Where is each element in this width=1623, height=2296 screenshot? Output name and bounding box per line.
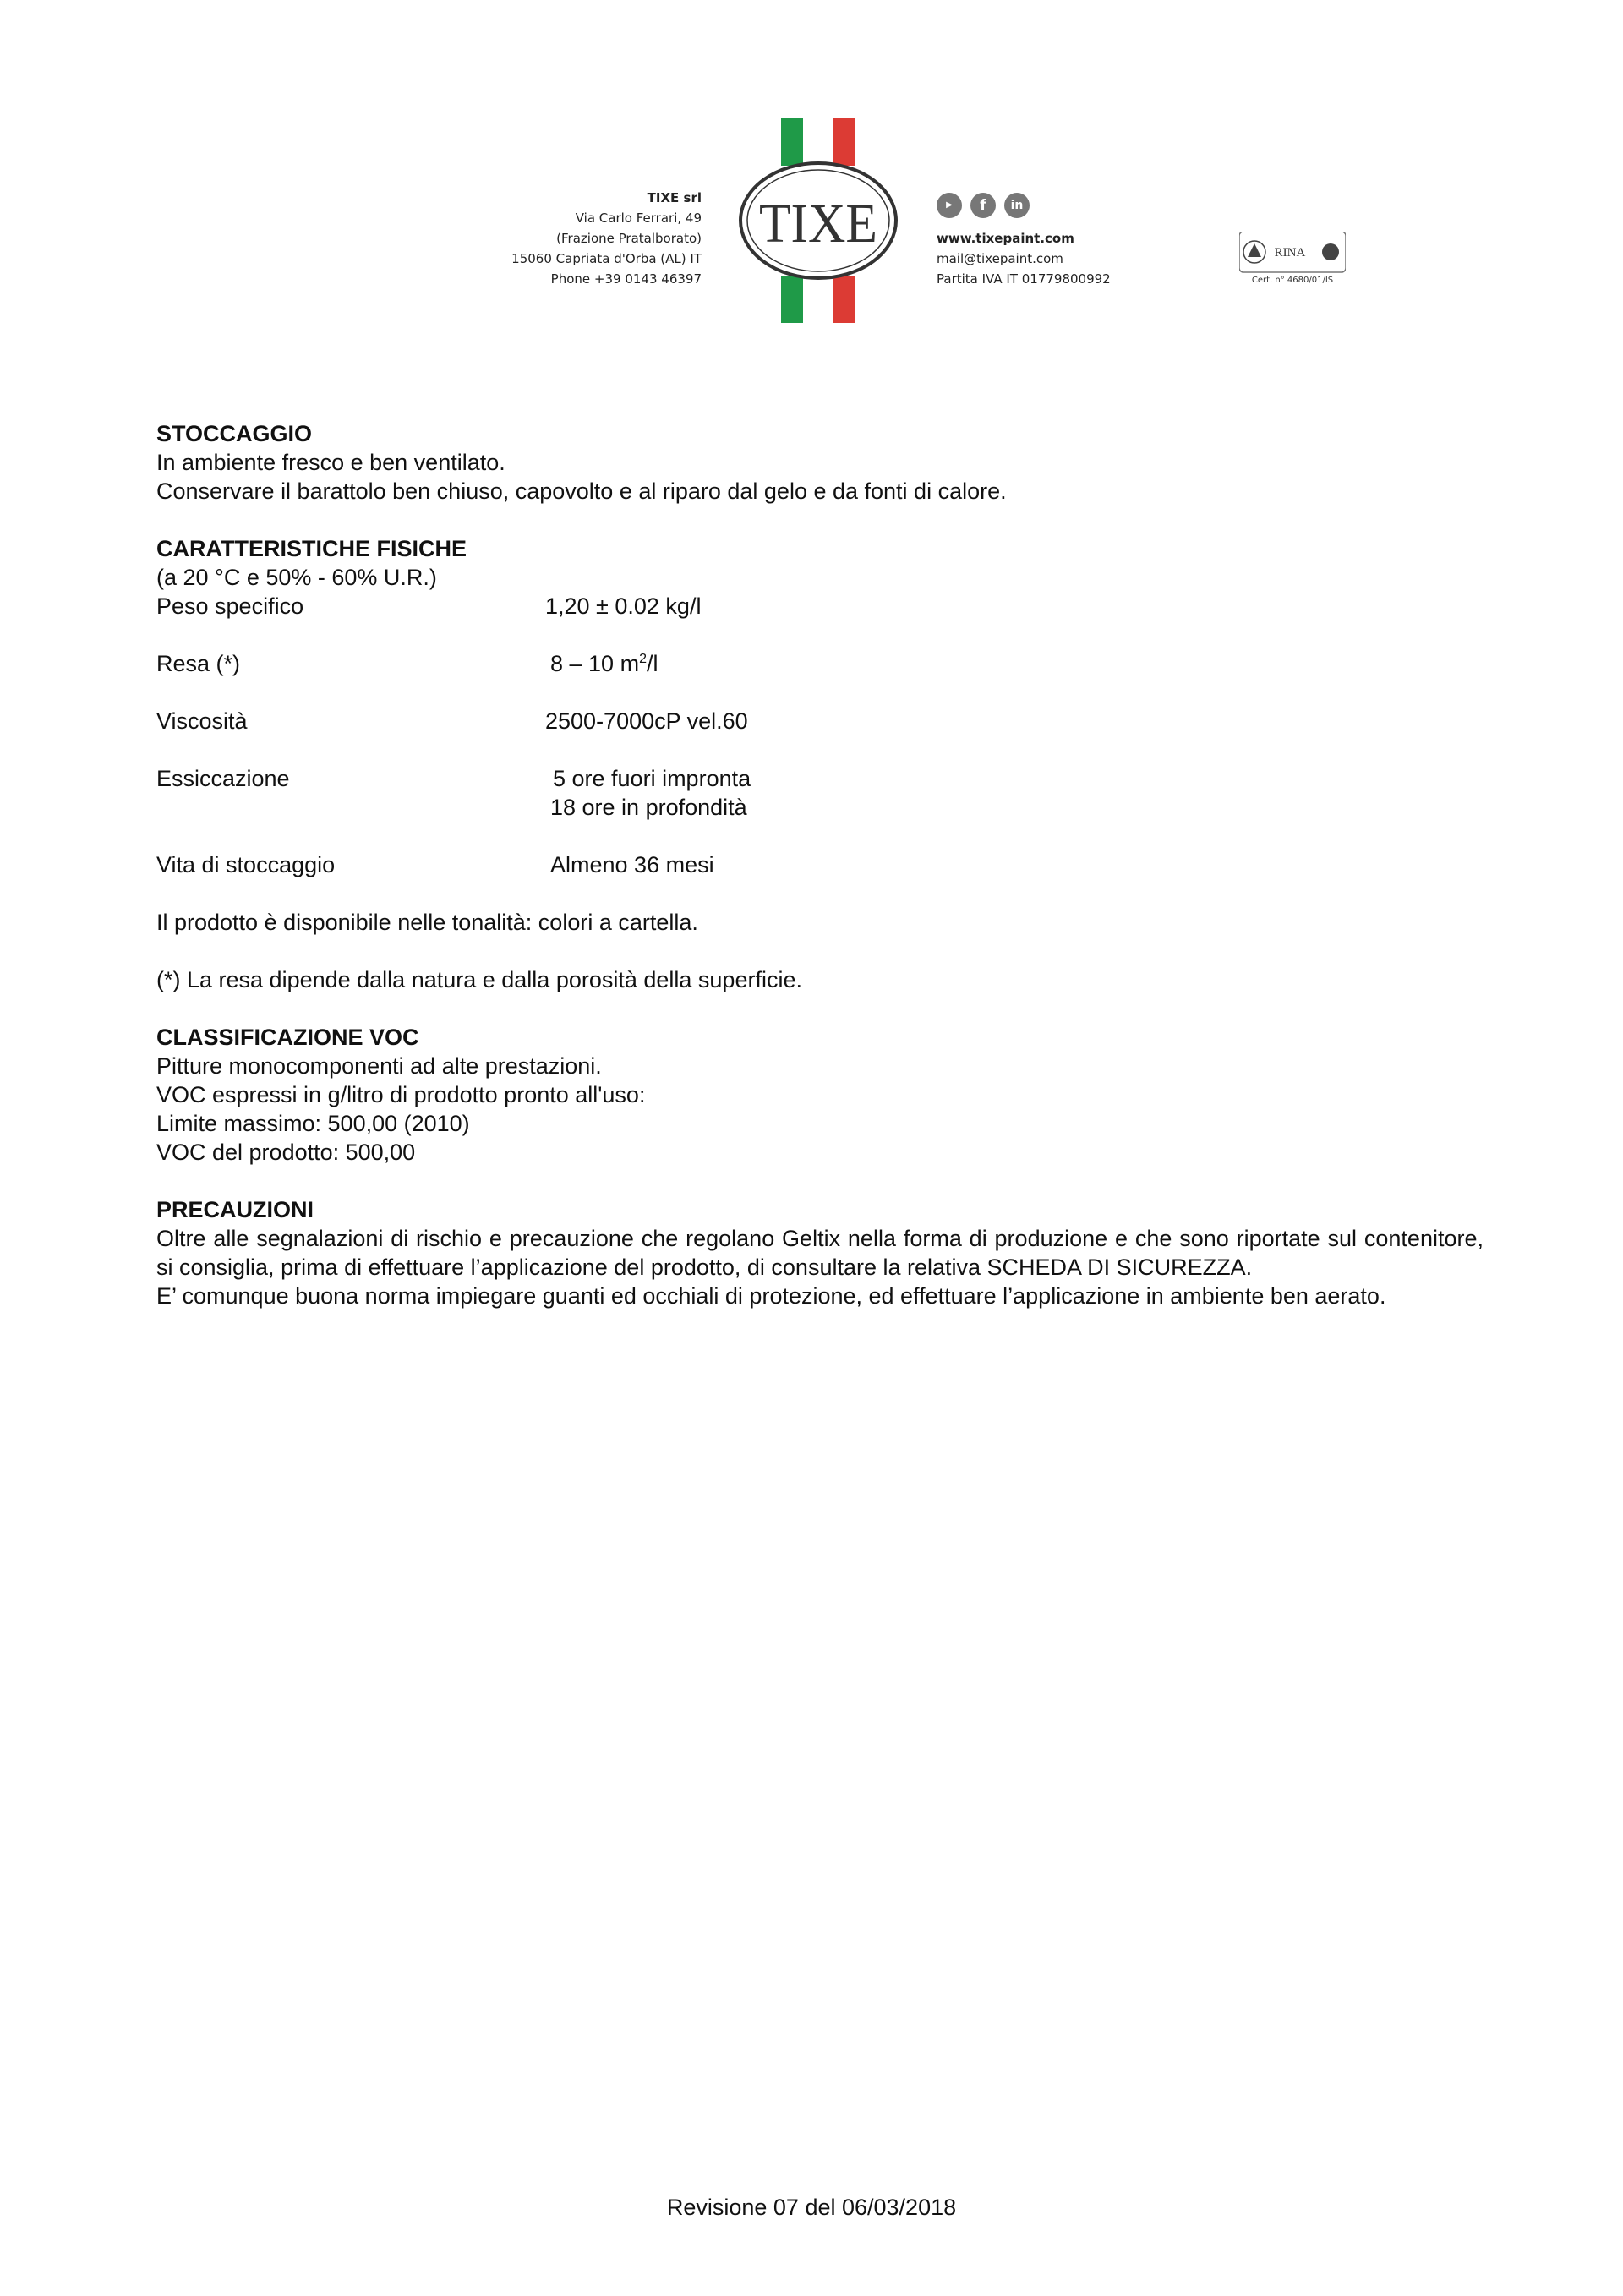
vat-number: Partita IVA IT 01779800992 [937, 271, 1111, 287]
viscosity-label: Viscosità [156, 708, 248, 734]
storage-line: Conservare il barattolo ben chiuso, capovolto e al riparo dal gelo e da fonti di calore. [156, 478, 1007, 504]
physical-conditions: (a 20 °C e 50% - 60% U.R.) [156, 565, 437, 590]
drying-row-2 [156, 793, 1484, 822]
voc-line: Limite massimo: 500,00 (2010) [156, 1111, 470, 1136]
address-line: (Frazione Pratalborato) [556, 231, 702, 246]
website-link[interactable]: www.tixepaint.com [937, 231, 1074, 246]
company-name: TIXE srl [647, 190, 702, 205]
yield-label: Resa (*) [156, 651, 241, 676]
storage-line: In ambiente fresco e ben ventilato. [156, 450, 505, 475]
rina-certification-badge [1239, 232, 1346, 298]
yield-row [156, 649, 1484, 678]
voc-line: VOC espressi in g/litro di prodotto pronto all'uso: [156, 1082, 646, 1107]
drying-label: Essiccazione [156, 766, 290, 791]
viscosity-row [156, 707, 1484, 735]
cert-number: Cert. n° 4680/01/IS [1251, 276, 1334, 285]
email-link[interactable]: mail@tixepaint.com [937, 251, 1063, 266]
yield-value: 8 – 10 $m^2/l$ [550, 651, 658, 676]
cert-brand: RINA [1274, 246, 1306, 260]
phone-line: Phone +39 0143 46397 [550, 271, 702, 287]
voc-line: VOC del prodotto: 500,00 [156, 1140, 416, 1165]
linkedin-icon[interactable]: in [1004, 193, 1030, 218]
shelf-life-row [156, 850, 1484, 879]
voc-line: Pitture monocomponenti ad alte prestazioni. [156, 1053, 602, 1079]
section-title-voc: CLASSIFICAZIONE VOC [156, 1025, 419, 1050]
section-title-storage: STOCCAGGIO [156, 421, 313, 446]
precautions-paragraph: E’ comunque buona norma impiegare guanti ed occhiali di protezione, ed effettuare l’applicazione in ambiente ben aerato. [156, 1283, 1386, 1309]
section-title-precautions: PRECAUZIONI [156, 1197, 314, 1222]
revision-footer: Revisione 07 del 06/03/2018 [666, 2195, 957, 2220]
viscosity-value: 2500-7000cP vel.60 [545, 708, 748, 734]
drying-value-depth: 18 ore in profondità [550, 795, 747, 820]
yield-footnote: (*) La resa dipende dalla natura e dalla porosità della superficie. [156, 967, 802, 992]
tixe-logo [734, 118, 903, 323]
density-value: 1,20 ± 0.02 kg/l [545, 593, 702, 619]
drying-row [156, 764, 1484, 793]
density-label: Peso specifico [156, 593, 304, 619]
drying-value-surface: 5 ore fuori impronta [553, 766, 751, 791]
company-address-block [473, 188, 702, 289]
contact-block [937, 228, 1156, 289]
precautions-paragraph: Oltre alle segnalazioni di rischio e precauzione che regolano Geltix nella forma di produzione e che sono riportate sul contenitore, si consiglia, prima di effettuare l’applicazione del prodotto, di consultare la relativa SCHEDA DI SICUREZZA. [156, 1226, 1484, 1280]
density-row [156, 592, 1484, 620]
section-title-physical: CARATTERISTICHE FISICHE [156, 536, 467, 561]
facebook-icon[interactable]: f [970, 193, 996, 218]
shelf-life-value: Almeno 36 mesi [550, 852, 714, 877]
colors-note: Il prodotto è disponibile nelle tonalità: colori a cartella. [156, 910, 698, 935]
youtube-icon[interactable]: ▶ [937, 193, 962, 218]
address-line: Via Carlo Ferrari, 49 [575, 210, 702, 226]
logo-text: TIXE [759, 193, 877, 254]
shelf-life-label: Vita di stoccaggio [156, 852, 336, 877]
address-line: 15060 Capriata d'Orba (AL) IT [511, 251, 702, 266]
document-body [156, 419, 1484, 1310]
